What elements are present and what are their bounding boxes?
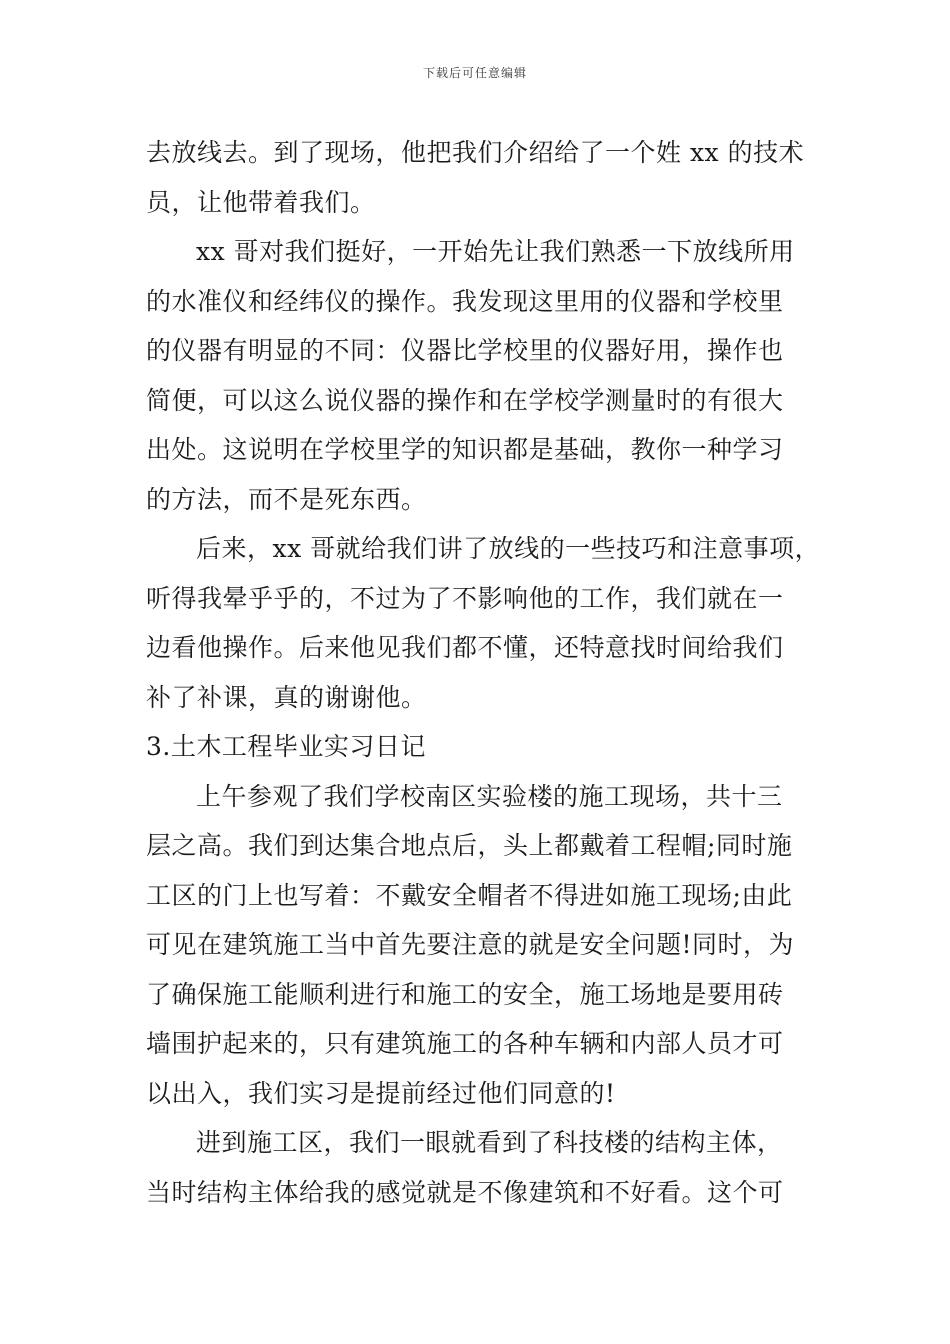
text-line: 简便，可以这么说仪器的操作和在学校学测量时的有很大 (146, 385, 784, 415)
text-line: 的水准仪和经纬仪的操作。我发现这里用的仪器和学校里 (146, 286, 784, 316)
text-line: 听得我晕乎乎的，不过为了不影响他的工作，我们就在一 (146, 583, 784, 613)
page-header: 下载后可任意编辑 (422, 66, 527, 80)
text-line: 出处。这说明在学校里学的知识都是基础，教你一种学习 (146, 435, 784, 464)
text-line: 可见在建筑施工当中首先要注意的就是安全问题!同时，为 (146, 930, 795, 959)
text-line: 边看他操作。后来他见我们都不懂，还特意找时间给我们 (146, 633, 784, 662)
text-line: 补了补课，真的谢谢他。 (146, 682, 427, 712)
text-line: 员，让他带着我们。 (146, 187, 376, 217)
text-line: 去放线去。到了现场，他把我们介绍给了一个姓 xx 的技术 (146, 138, 805, 167)
text-line: xx 哥对我们挺好，一开始先让我们熟悉一下放线所用 (196, 237, 795, 266)
section-heading: 3.土木工程毕业实习日记 (146, 732, 426, 761)
text-line: 当时结构主体给我的感觉就是不像建筑和不好看。这个可 (146, 1177, 784, 1207)
text-line: 进到施工区，我们一眼就看到了科技楼的结构主体， (196, 1128, 783, 1157)
document-body (146, 128, 826, 1217)
text-line: 以出入，我们实习是提前经过他们同意的! (146, 1078, 616, 1108)
text-line: 层之高。我们到达集合地点后，头上都戴着工程帽;同时施 (146, 831, 793, 860)
text-line: 的方法，而不是死东西。 (146, 484, 427, 514)
text-line: 后来，xx 哥就给我们讲了放线的一些技巧和注意事项， (196, 534, 821, 563)
text-line: 上午参观了我们学校南区实验楼的施工现场，共十三 (196, 781, 783, 811)
text-line: 工区的门上也写着：不戴安全帽者不得进如施工现场;由此 (146, 880, 793, 910)
text-line: 的仪器有明显的不同：仪器比学校里的仪器好用，操作也 (146, 336, 784, 365)
text-line: 墙围护起来的，只有建筑施工的各种车辆和内部人员才可 (146, 1029, 784, 1058)
text-line: 了确保施工能顺利进行和施工的安全，施工场地是要用砖 (146, 979, 784, 1009)
